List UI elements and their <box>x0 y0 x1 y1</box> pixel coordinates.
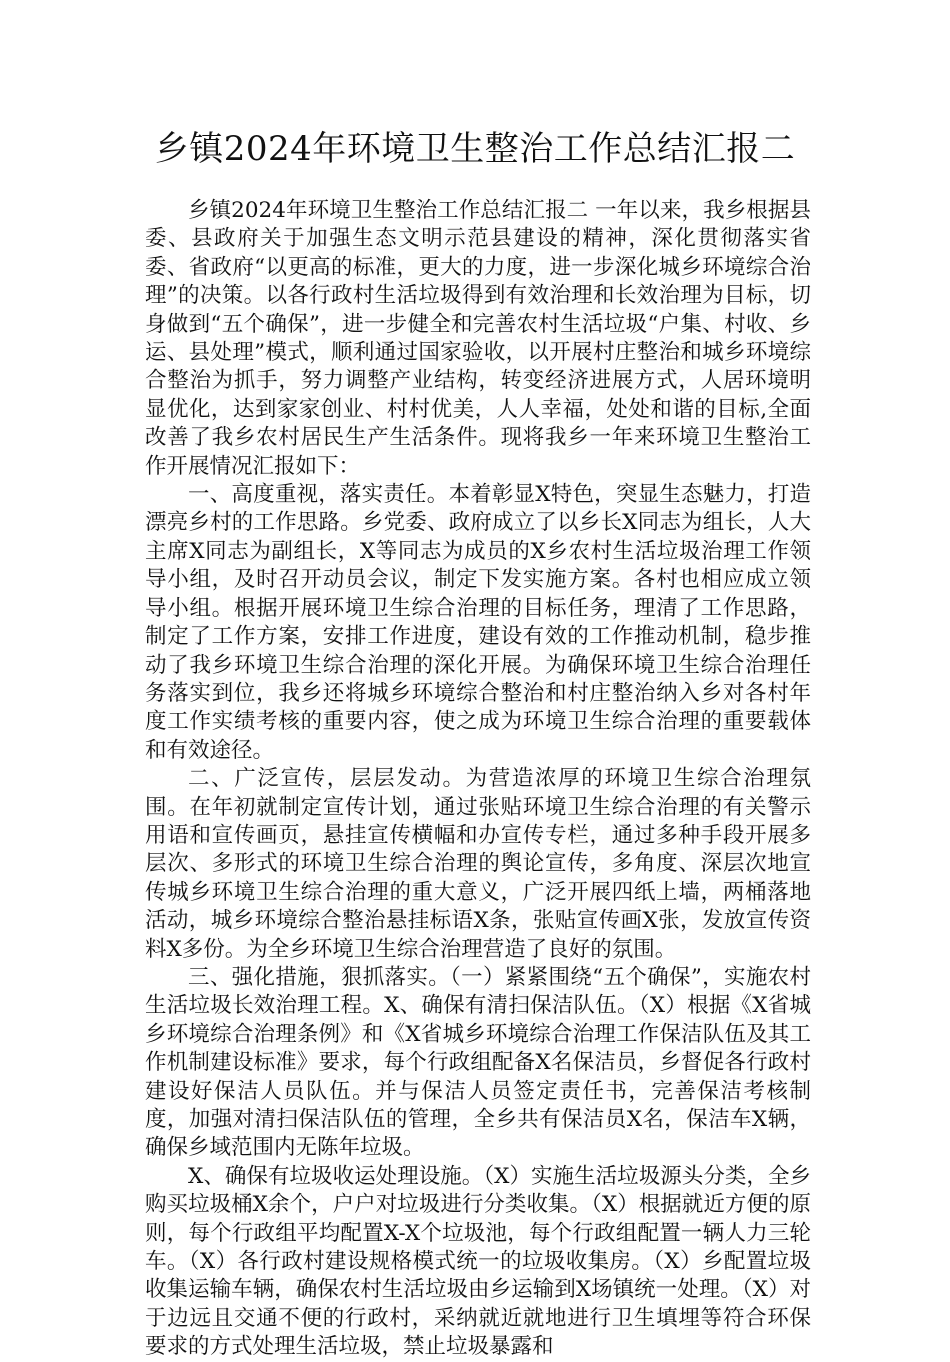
document-title: 乡镇2024年环境卫生整治工作总结汇报二 <box>154 129 796 169</box>
paragraph-section-2: 二、广泛宣传，层层发动。为营造浓厚的环境卫生综合治理氛围。在年初就制定宣传计划，通过张贴环境卫生综合治理的有关警示用语和宣传画页，悬挂宣传横幅和办宣传专栏，通过多种手段开展多层次、多形式的环境卫生综合治理的舆论宣传，多角度、深层次地宣传城乡环境卫生综合治理的重大意义，广泛开展四纸上墙，两桶落地活动，城乡环境综合整治悬挂标语X条，张贴宣传画X张，发放宣传资料X多份。为全乡环境卫生综合治理营造了良好的氛围。 <box>145 766 811 962</box>
paragraph-section-1: 一、高度重视，落实责任。本着彰显X特色，突显生态魅力，打造漂亮乡村的工作思路。乡党委、政府成立了以乡长X同志为组长，人大主席X同志为副组长，X等同志为成员的X乡农村生活垃圾治理工作领导小组，及时召开动员会议，制定下发实施方案。各村也相应成立领导小组。根据开展环境卫生综合治理的目标任务，理清了工作思路，制定了工作方案，安排工作进度，建设有效的工作推动机制，稳步推动了我乡环境卫生综合治理的深化开展。为确保环境卫生综合治理任务落实到位，我乡还将城乡环境综合整治和村庄整治纳入乡对各村年度工作实绩考核的重要内容，使之成为环境卫生综合治理的重要载体和有效途径。 <box>145 482 811 763</box>
paragraph-intro: 乡镇2024年环境卫生整治工作总结汇报二 一年以来，我乡根据县委、县政府关于加强生态文明示范县建设的精神，深化贯彻落实省委、省政府“以更高的标准，更大的力度，进一步深化城乡环境综合治理”的决策。以各行政村生活垃圾得到有效治理和长效治理为目标，切身做到“五个确保”，进一步健全和完善农村生活垃圾“户集、村收、乡运、县处理”模式，顺利通过国家验收，以开展村庄整治和城乡环境综合整治为抓手，努力调整产业结构，转变经济进展方式，人居环境明显优化，达到家家创业、村村优美，人人幸福，处处和谐的目标,全面改善了我乡农村居民生产生活条件。现将我乡一年来环境卫生整治工作开展情况汇报如下： <box>145 198 811 479</box>
document-body <box>145 197 811 1362</box>
paragraph-section-3-item-2: X、确保有垃圾收运处理设施。（X）实施生活垃圾源头分类，全乡购买垃圾桶X余个，户户对垃圾进行分类收集。（X）根据就近方便的原则，每个行政组平均配置X-X个垃圾池，每个行政组配置一辆人力三轮车。（X）各行政村建设规格模式统一的垃圾收集房。（X）乡配置垃圾收集运输车辆，确保农村生活垃圾由乡运输到X场镇统一处理。（X）对于边远且交通不便的行政村，采纳就近就地进行卫生填埋等符合环保要求的方式处理生活垃圾，禁止垃圾暴露和 <box>145 1163 811 1360</box>
paragraph-section-3: 三、强化措施，狠抓落实。（一）紧紧围绕“五个确保”，实施农村生活垃圾长效治理工程。X、确保有清扫保洁队伍。（X）根据《X省城乡环境综合治理条例》和《X省城乡环境综合治理工作保洁队伍及其工作机制建设标准》要求，每个行政组配备X名保洁员，乡督促各行政村建设好保洁人员队伍。并与保洁人员签定责任书，完善保洁考核制度，加强对清扫保洁队伍的管理，全乡共有保洁员X名，保洁车X辆，确保乡域范围内无陈年垃圾。 <box>145 964 811 1161</box>
